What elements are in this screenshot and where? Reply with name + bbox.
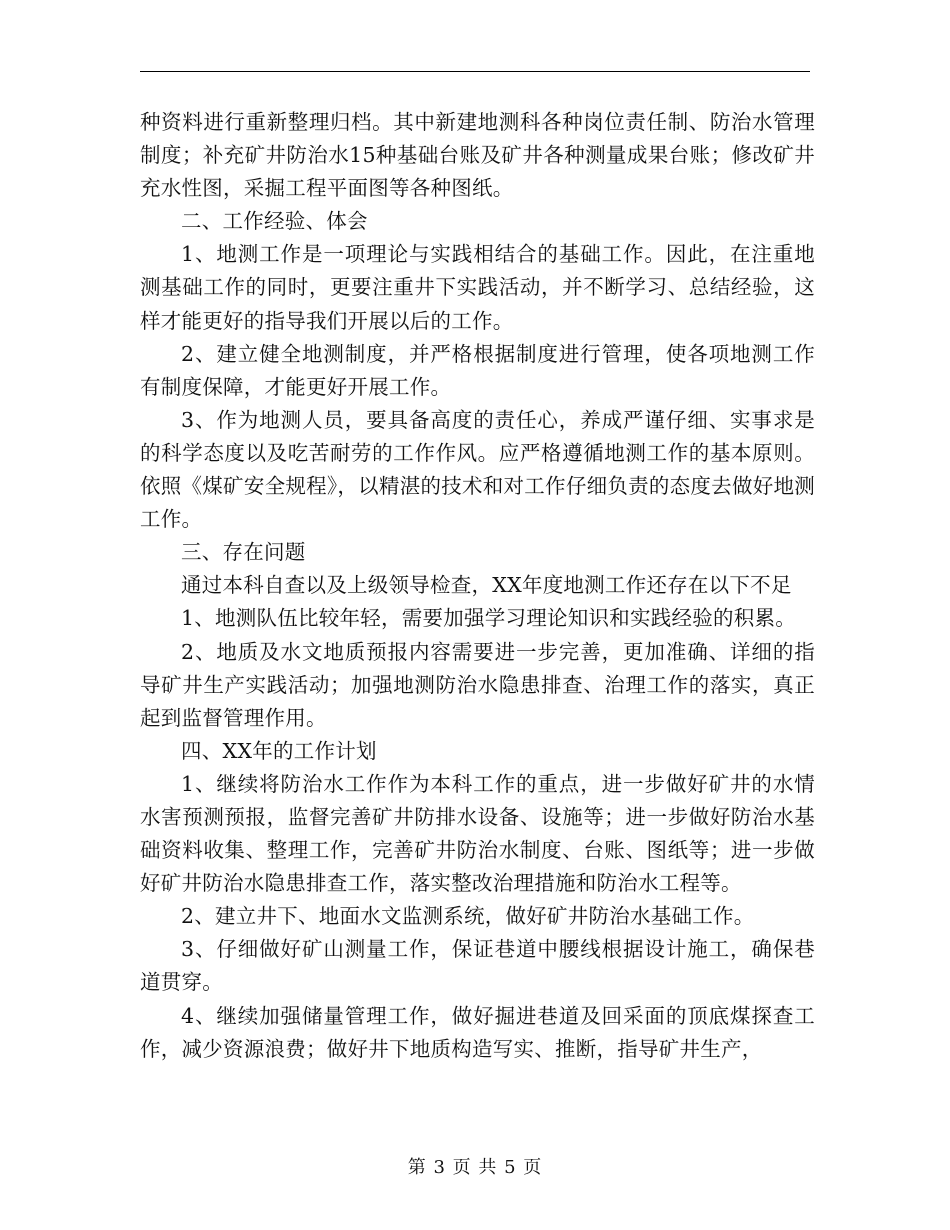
paragraph: 2、建立井下、地面水文监测系统，做好矿井防治水基础工作。 xyxy=(181,904,755,929)
paragraph: 1、地测工作是一项理论与实践相结合的基础工作。因此，在注重地测基础工作的同时，更要注重井下实践活动，并不断学习、总结经验，这样才能更好的指导我们开展以后的工作。 xyxy=(140,242,815,333)
paragraph: 通过本科自查以及上级领导检查，XX年度地测工作还存在以下不足 xyxy=(181,573,792,598)
paragraph: 1、地测队伍比较年轻，需要加强学习理论知识和实践经验的积累。 xyxy=(181,606,797,631)
paragraph: 3、作为地测人员，要具备高度的责任心，养成严谨仔细、实事求是的科学态度以及吃苦耐劳的工作作风。应严格遵循地测工作的基本原则。依照《煤矿安全规程》，以精湛的技术和对工作仔细负责的态度去做好地测工作。 xyxy=(140,407,815,532)
section-heading: 三、存在问题 xyxy=(181,540,306,565)
paragraph: 2、建立健全地测制度，并严格根据制度进行管理，使各项地测工作有制度保障，才能更好开展工作。 xyxy=(140,341,815,399)
section-heading: 四、XX年的工作计划 xyxy=(181,738,377,763)
paragraph: 种资料进行重新整理归档。其中新建地测科各种岗位责任制、防治水管理制度；补充矿井防治水15种基础台账及矿井各种测量成果台账；修改矿井充水性图，采掘工程平面图等各种图纸。 xyxy=(140,110,815,201)
document-body xyxy=(140,106,815,1066)
page-number-footer: 第 3 页 共 5 页 xyxy=(407,1157,543,1178)
paragraph: 2、地质及水文地质预报内容需要进一步完善，更加准确、详细的指导矿井生产实践活动；加强地测防治水隐患排查、治理工作的落实，真正起到监督管理作用。 xyxy=(140,639,815,730)
section-heading: 二、工作经验、体会 xyxy=(181,209,368,234)
paragraph: 1、继续将防治水工作作为本科工作的重点，进一步做好矿井的水情水害预测预报，监督完善矿井防排水设备、设施等；进一步做好防治水基础资料收集、整理工作，完善矿井防治水制度、台账、图纸等；进一步做好矿井防治水隐患排查工作，落实整改治理措施和防治水工程等。 xyxy=(140,771,815,896)
paragraph: 3、仔细做好矿山测量工作，保证巷道中腰线根据设计施工，确保巷道贯穿。 xyxy=(140,937,815,995)
paragraph: 4、继续加强储量管理工作，做好掘进巷道及回采面的顶底煤探查工作，减少资源浪费；做好井下地质构造写实、推断，指导矿井生产， xyxy=(140,1003,815,1061)
header-rule xyxy=(140,71,810,72)
